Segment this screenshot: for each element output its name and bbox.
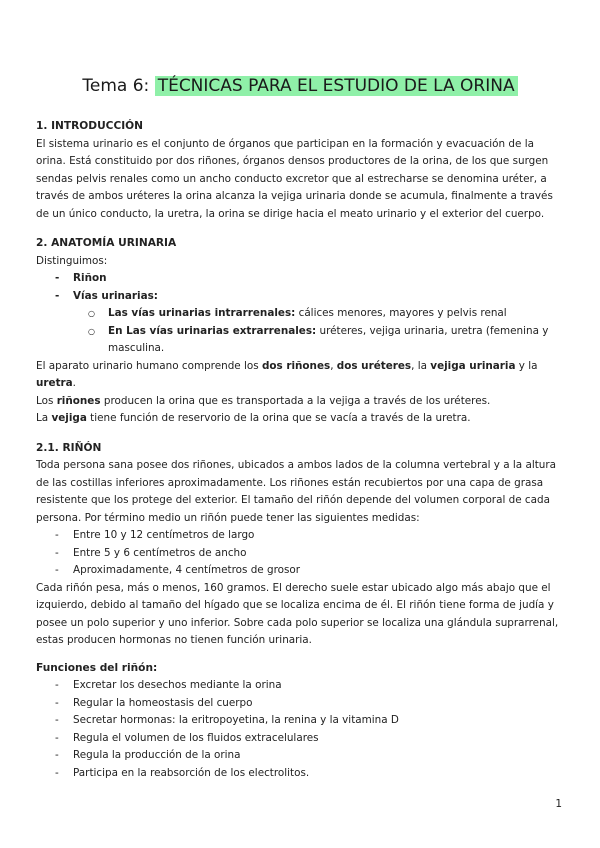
title-prefix: Tema 6: xyxy=(82,76,150,96)
document-content xyxy=(36,118,566,782)
anatomia-paragraph-3: La vejiga tiene función de reservorio de la orina que se vacía a través de la uretra. xyxy=(36,412,471,424)
anatomia-paragraph-1: El aparato urinario humano comprende los dos riñones, dos uréteres, la vejiga urinaria y la uretra. xyxy=(36,359,538,389)
list-item: - Excretar los desechos mediante la orina xyxy=(36,677,566,695)
list-item: - Regula la producción de la orina xyxy=(36,747,566,765)
section-heading-rinon: 2.1. RIÑÓN xyxy=(36,441,102,454)
intro-paragraph: El sistema urinario es el conjunto de órganos que participan en la formación y evacuación de la orina. Está constituido por dos riñones, órganos densos productores de la orina, de los que surgen sendas pelvis renales como un ancho conducto excretor que al estrecharse se denomina uréter, a través de ambos uréteres la orina alcanza la vejiga urinaria donde se acumula, finalmente a través de un único conducto, la uretra, la orina se dirige hacia el meato urinario y el exterior del cuerpo. xyxy=(36,137,553,220)
functions-list xyxy=(36,677,566,782)
anatomia-paragraph-2: Los riñones producen la orina que es transportada a la vejiga a través de los uréteres. xyxy=(36,394,491,407)
title-highlight: TÉCNICAS PARA EL ESTUDIO DE LA ORINA xyxy=(155,76,518,96)
list-item: - Regula el volumen de los fluidos extracelulares xyxy=(36,730,566,748)
list-item: - Aproximadamente, 4 centímetros de grosor xyxy=(36,562,566,580)
list-item-rinon: - Riñon xyxy=(36,270,566,288)
sublist-item-extrarrenales: ○ En Las vías urinarias extrarrenales: uréteres, vejiga urinaria, uretra (femenina y masculina. xyxy=(36,323,566,358)
anatomia-intro: Distinguimos: xyxy=(36,254,108,267)
rinon-paragraph-2: Cada riñón pesa, más o menos, 160 gramos. El derecho suele estar ubicado algo más abajo que el izquierdo, debido al tamaño del hígado que se localiza encima de él. El riñón tiene forma de judía y posee un polo superior y uno inferior. Sobre cada polo superior se localiza una glándula suprarrenal, estas producen hormonas no tienen función urinaria. xyxy=(36,581,559,646)
sublist-item-intrarrenales: ○ Las vías urinarias intrarrenales: cálices menores, mayores y pelvis renal xyxy=(36,305,566,323)
list-item: - Entre 5 y 6 centímetros de ancho xyxy=(36,545,566,563)
vias-sublist xyxy=(36,305,566,358)
list-item: - Entre 10 y 12 centímetros de largo xyxy=(36,527,566,545)
measures-list xyxy=(36,527,566,580)
rinon-paragraph-1: Toda persona sana posee dos riñones, ubicados a ambos lados de la columna vertebral y a la altura de las costillas inferiores aproximadamente. Los riñones están recubiertos por una capa de grasa resistente que los protege del exterior. El tamaño del riñón depende del volumen corporal de cada persona. Por término medio un riñón puede tener las siguientes medidas: xyxy=(36,459,557,524)
list-item: - Regular la homeostasis del cuerpo xyxy=(36,695,566,713)
list-item-vias: - Vías urinarias: xyxy=(36,288,566,306)
list-item: - Participa en la reabsorción de los electrolitos. xyxy=(36,765,566,783)
anatomia-list xyxy=(36,270,566,305)
functions-heading: Funciones del riñón: xyxy=(36,661,158,674)
section-heading-introduccion: 1. INTRODUCCIÓN xyxy=(36,120,144,132)
list-item: - Secretar hormonas: la eritropoyetina, la renina y la vitamina D xyxy=(36,712,566,730)
page-number: 1 xyxy=(555,798,562,810)
section-heading-anatomia: 2. ANATOMÍA URINARIA xyxy=(36,237,177,249)
page-title xyxy=(0,74,600,98)
